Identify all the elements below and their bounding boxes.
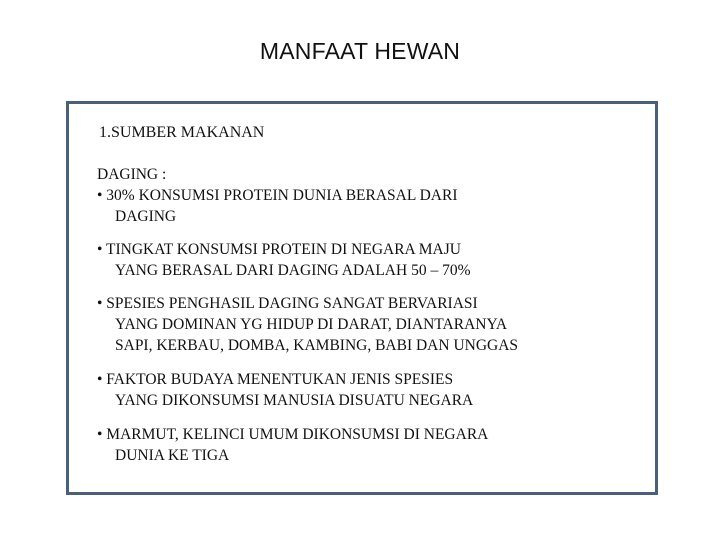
bullet-developed-countries: [97, 239, 471, 281]
bullet-species-variety: [97, 293, 518, 356]
bullet-protein-share-cont: DAGING: [115, 208, 177, 225]
bullet-cultural-factor: [97, 369, 473, 411]
bullet-line: • TINGKAT KONSUMSI PROTEIN DI NEGARA MAJU: [97, 241, 461, 258]
slide-title: MANFAAT HEWAN: [259, 38, 461, 64]
content-box: [66, 101, 658, 495]
bullet-guinea-pig-rabbit: [97, 424, 488, 466]
meat-label: DAGING :: [97, 166, 167, 183]
bullet-line-cont: YANG BERASAL DARI DAGING ADALAH 50 – 70%: [115, 262, 471, 279]
section-heading: 1.SUMBER MAKANAN: [99, 124, 265, 141]
bullet-protein-share: • 30% KONSUMSI PROTEIN DUNIA BERASAL DARI: [97, 187, 458, 204]
bullet-line: • SPESIES PENGHASIL DAGING SANGAT BERVARIASI: [97, 295, 478, 312]
meat-block: [97, 164, 458, 227]
bullet-line-cont: SAPI, KERBAU, DOMBA, KAMBING, BABI DAN UNGGAS: [115, 337, 519, 354]
bullet-line-cont: YANG DOMINAN YG HIDUP DI DARAT, DIANTARANYA: [115, 316, 508, 333]
bullet-line-cont: YANG DIKONSUMSI MANUSIA DISUATU NEGARA: [115, 392, 474, 409]
bullet-line: • FAKTOR BUDAYA MENENTUKAN JENIS SPESIES: [97, 371, 454, 388]
bullet-line: • MARMUT, KELINCI UMUM DIKONSUMSI DI NEGARA: [97, 426, 489, 443]
bullet-line-cont: DUNIA KE TIGA: [115, 447, 230, 464]
